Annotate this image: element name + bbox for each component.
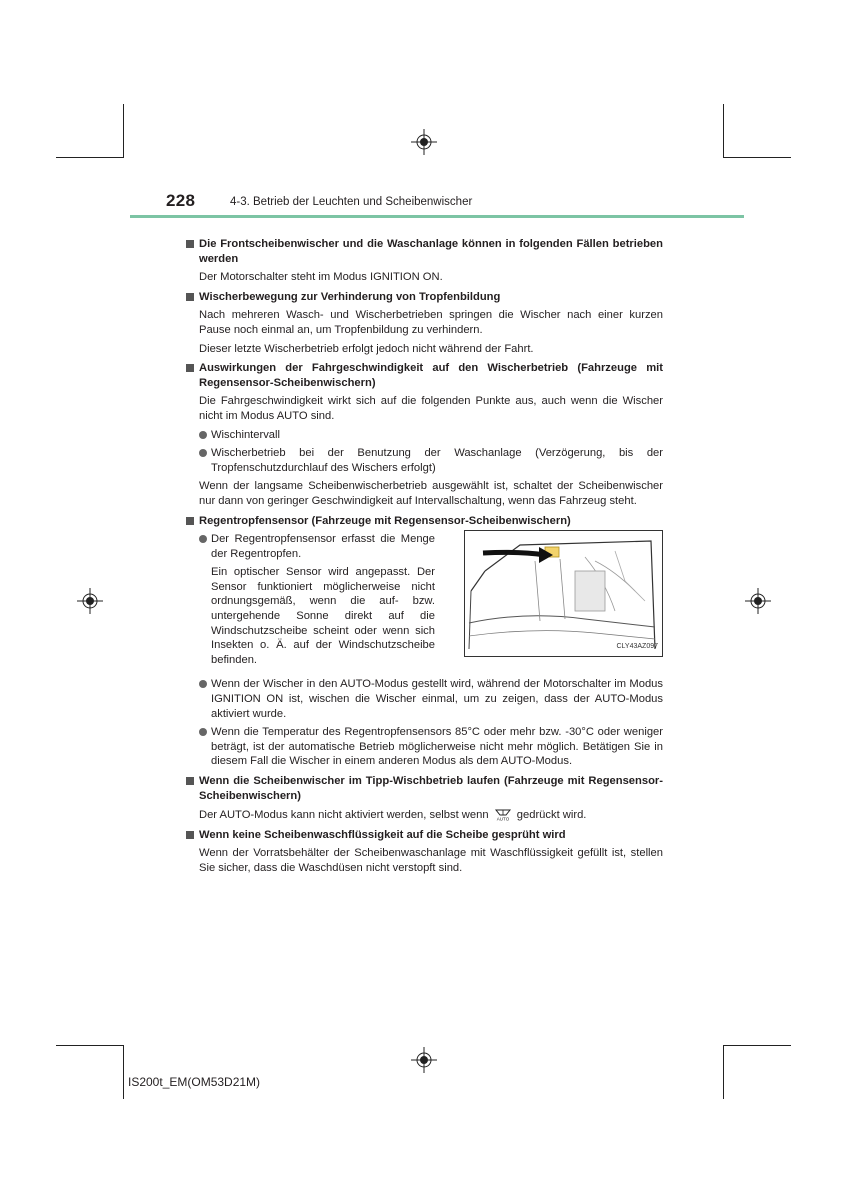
section-heading: Die Frontscheibenwischer und die Waschanlage können in folgenden Fällen betrieben werden [185,237,663,266]
paragraph: Wenn der Vorratsbehälter der Scheibenwaschanlage mit Waschflüssigkeit gefüllt ist, stellen Sie sicher, dass die Waschdüsen nicht verstopft sind. [199,847,663,874]
crop-mark [56,1045,124,1046]
paragraph: Wenn der langsame Scheibenwischerbetrieb ausgewählt ist, schaltet der Scheibenwischer nur dann von geringer Geschwindigkeit auf Intervallschaltung, wenn das Fahrzeug steht. [199,480,663,507]
crosshair-icon [411,1047,437,1073]
list-item: Wenn der Wischer in den AUTO-Modus gestellt wird, während der Motorschalter im Modus IGNITION ON ist, wischen die Wischer einmal, um zu zeigen, dass der AUTO-Modus aktiviert wurde. [185,677,663,721]
crosshair-icon [745,588,771,614]
list-item: Wischerbetrieb bei der Benutzung der Waschanlage (Verzögerung, bis der Tropfenschutzdurchlauf des Wischers erfolgt) [185,446,663,475]
rain-sensor-illustration [464,530,663,657]
section-title: 4-3. Betrieb der Leuchten und Scheibenwischer [230,196,473,208]
figure-caption: CLY43AZ097 [616,642,658,650]
document-id: IS200t_EM(OM53D21M) [128,1075,261,1089]
section-heading: Wischerbewegung zur Verhinderung von Tropfenbildung [185,290,663,305]
paragraph: Der Motorschalter steht im Modus IGNITION ON. [199,271,443,284]
header-rule [130,215,744,218]
page-number: 228 [166,191,196,210]
crop-mark [723,157,791,158]
square-icon [186,517,194,525]
dot-icon [199,431,207,439]
paragraph: Nach mehreren Wasch- und Wischerbetrieben springen die Wischer nach einer kurzen Pause noch einmal an, um Tropfenbildung zu verhindern. [199,309,663,336]
dot-icon [199,449,207,457]
dot-icon [199,728,207,736]
paragraph: Ein optischer Sensor wird angepasst. Der Sensor funktioniert möglicherweise nicht ordnungsgemäß, wenn die auf- bzw. untergehende Sonne direkt auf die Windschutzscheibe scheint oder wenn sich Insekten o. Ä. auf der Windschutzscheibe befinden. [211,566,435,666]
square-icon [186,831,194,839]
crop-mark [56,157,124,158]
svg-text:AUTO: AUTO [496,816,509,822]
paragraph: Die Fahrgeschwindigkeit wirkt sich auf die folgenden Punkte aus, auch wenn die Wischer nicht im Modus AUTO sind. [199,395,663,422]
dot-icon [199,535,207,543]
square-icon [186,777,194,785]
paragraph: Dieser letzte Wischerbetrieb erfolgt jedoch nicht während der Fahrt. [199,342,534,355]
crosshair-icon [77,588,103,614]
figure-text [185,532,435,671]
crop-mark [123,104,124,158]
section-heading: Wenn die Scheibenwischer im Tipp-Wischbetrieb laufen (Fahrzeuge mit Regensensor-Scheibenwischern) [185,774,663,803]
crop-mark [723,104,724,158]
crosshair-icon [411,129,437,155]
crop-mark [723,1045,791,1046]
list-item: Der Regentropfensensor erfasst die Menge der Regentropfen. [185,532,435,561]
section-heading: Wenn keine Scheibenwaschflüssigkeit auf die Scheibe gesprüht wird [185,828,663,843]
list-item: Wenn die Temperatur des Regentropfensensors 85°C oder mehr bzw. -30°C oder weniger beträgt, ist der automatische Betrieb möglicherweise nicht mehr möglich. Betätigen Sie in diesem Fall die Wischer in einem anderen Modus als dem AUTO-Modus. [185,725,663,769]
figure-row [185,532,663,671]
section-heading: Regentropfensensor (Fahrzeuge mit Regensensor-Scheibenwischern) [185,514,663,529]
square-icon [186,364,194,372]
section-heading: Auswirkungen der Fahrgeschwindigkeit auf den Wischerbetrieb (Fahrzeuge mit Regensensor-Scheibenwischern) [185,361,663,390]
square-icon [186,293,194,301]
page-content [185,237,663,880]
dot-icon [199,680,207,688]
list-item: Wischintervall [185,428,663,443]
square-icon [186,240,194,248]
crop-mark [723,1045,724,1099]
paragraph: Der AUTO-Modus kann nicht aktiviert werden, selbst wenn AUTO gedrückt wird. [199,809,587,822]
crop-mark [123,1045,124,1099]
wiper-auto-icon [494,807,512,821]
